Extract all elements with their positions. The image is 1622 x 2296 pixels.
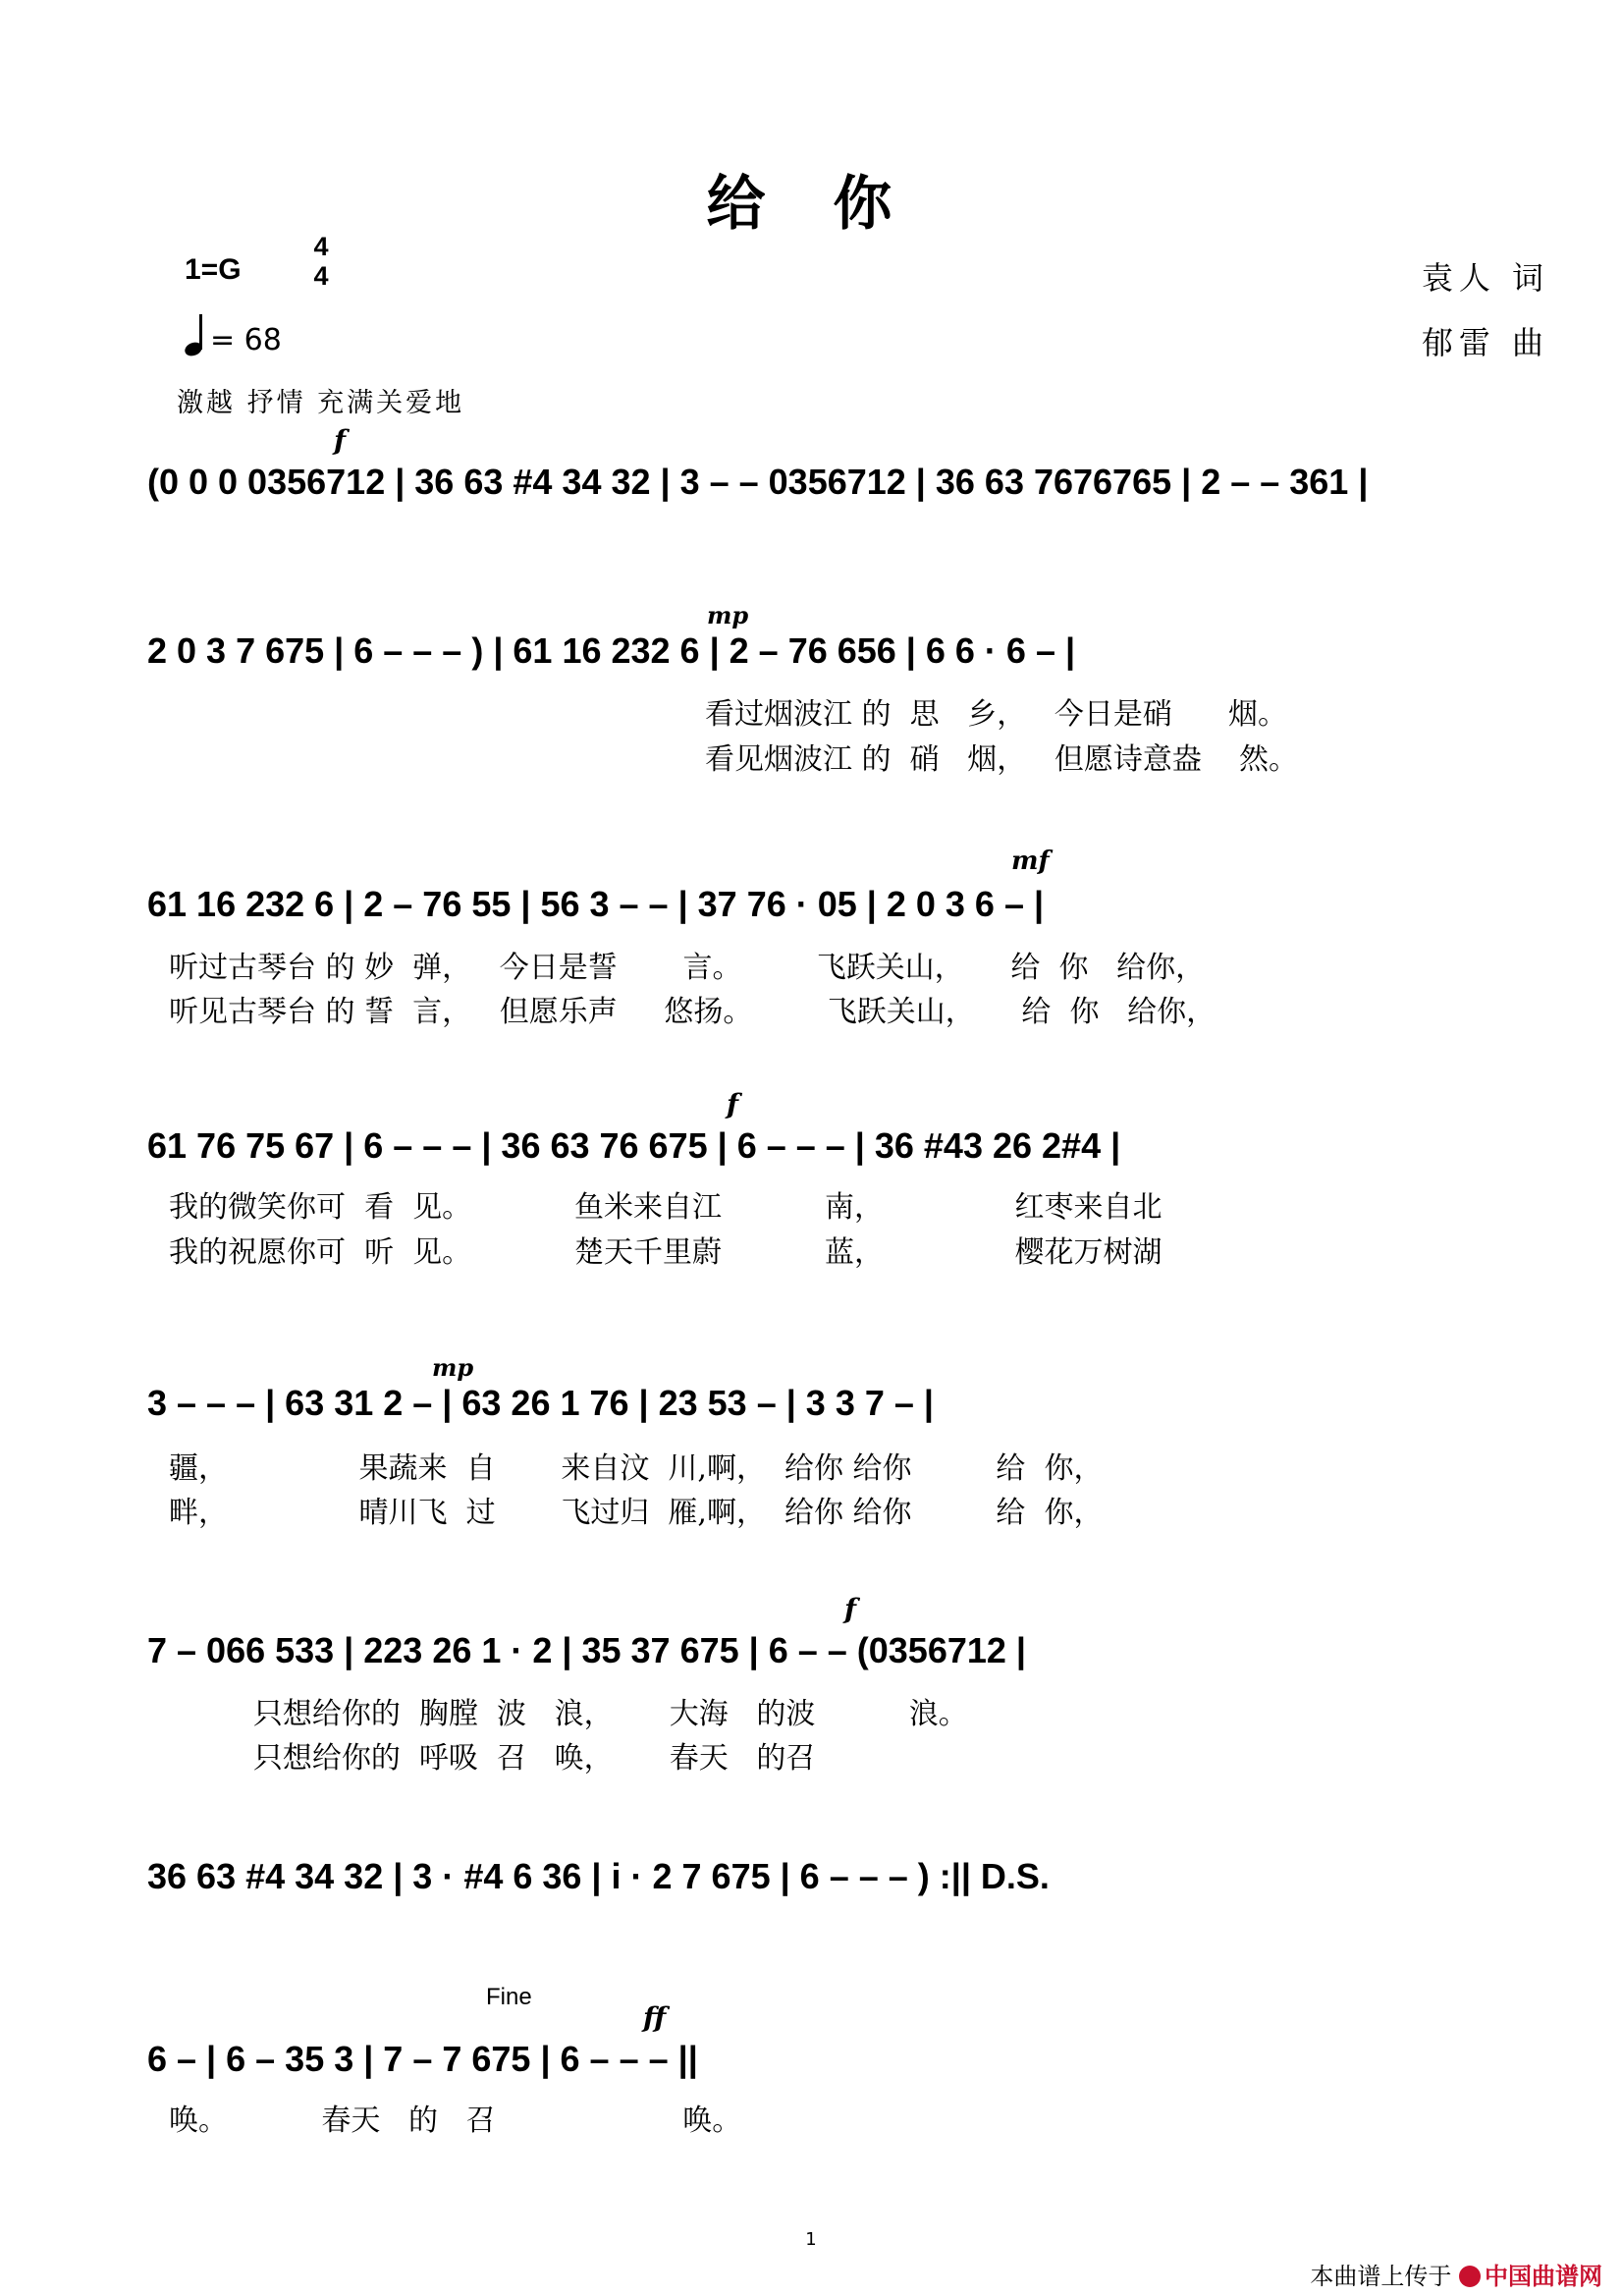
lyric-verse-2: 只想给你的 呼吸 召 唤， 春天 的召: [169, 1741, 816, 1776]
dynamic-mark: mp: [707, 601, 749, 629]
dynamic-mark: f: [844, 1593, 857, 1625]
lyricist-credit: 袁人 词: [1421, 259, 1549, 297]
dynamic-mark: mp: [432, 1353, 474, 1382]
dynamic-mark: f: [334, 424, 347, 457]
dynamic-mark: f: [727, 1088, 739, 1121]
lyric-verse-2: 听见古琴台 的 誓 言， 但愿乐声 悠扬。 飞跃关山， 给 你 给你，: [169, 995, 1216, 1029]
score-line: [147, 1984, 1561, 2080]
lyric-verse-2: 看见烟波江 的 硝 烟， 但愿诗意盎 然。: [705, 742, 1298, 777]
time-signature: [306, 232, 336, 291]
lyric-verse-1: 只想给你的 胸膛 波 浪， 大海 的波 浪。: [169, 1697, 968, 1731]
tempo-marking: [185, 314, 282, 357]
site-brand[interactable]: 中国曲谱网: [1485, 2263, 1602, 2290]
notes: 36 63 #4 34 32 | 3 · #4 6 36 | i · 2 7 675 | 6 – – – ) :|| D.S.: [147, 1856, 1050, 1896]
notes: 3 – – – | 63 31 2 – | 63 26 1 76 | 23 53 – | 3 3 7 – |: [147, 1383, 934, 1423]
score-line: [147, 1088, 1561, 1167]
notes: 61 76 75 67 | 6 – – – | 36 63 76 675 | 6 – – – | 36 #43 26 2#4 |: [147, 1125, 1121, 1166]
dynamic-mark: ff: [643, 2001, 667, 2034]
tempo-value: = 68: [210, 323, 282, 357]
lyric-verse-1: 听过古琴台 的 妙 弹， 今日是誓 言。 飞跃关山， 给 你 给你，: [169, 951, 1206, 985]
notes: 7 – 066 533 | 223 26 1 · 2 | 35 37 675 | 6 – – (0356712 |: [147, 1630, 1026, 1670]
dynamic-mark: mf: [1011, 847, 1050, 876]
lyric-verse-1: 唤。 春天 的 召 唤。: [169, 2104, 742, 2138]
score-line: [147, 847, 1561, 925]
lyric-verse-1: 看过烟波江 的 思 乡， 今日是硝 烟。: [705, 697, 1288, 732]
score-line: [147, 424, 1561, 503]
quarter-note-icon: [185, 314, 210, 355]
score-line: [147, 1856, 1561, 1897]
notes: (0 0 0 0356712 | 36 63 #4 34 32 | 3 – – 0356712 | 36 63 7676765 | 2 – – 361 |: [147, 462, 1369, 502]
notes: 2 0 3 7 675 | 6 – – – ) | 61 16 232 6 | 2 – 76 656 | 6 6 · 6 – |: [147, 630, 1076, 671]
upload-credit: [1310, 2257, 1602, 2291]
score-line: [147, 1353, 1561, 1424]
lyric-verse-2: 畔， 晴川飞 过 飞过归 雁,啊， 给你 给你 给 你，: [169, 1496, 1104, 1530]
lyric-verse-1: 疆， 果蔬来 自 来自汶 川,啊， 给你 给你 给 你，: [169, 1451, 1104, 1486]
notes: 61 16 232 6 | 2 – 76 55 | 56 3 – – | 37 76 · 05 | 2 0 3 6 – |: [147, 884, 1045, 924]
key-signature: 1=G: [185, 253, 242, 286]
expression-marking: 激越 抒情 充满关爱地: [177, 388, 465, 418]
fine-marking: Fine: [486, 1984, 532, 2010]
composer-credit: 郁雷 曲: [1421, 324, 1549, 361]
meter-bottom: 4: [313, 261, 329, 291]
lyric-verse-1: 我的微笑你可 看 见。 鱼米来自江 南， 红枣来自北: [169, 1190, 1162, 1225]
score-line: [147, 601, 1561, 672]
score-line: [147, 1593, 1561, 1671]
lyric-verse-2: 我的祝愿你可 听 见。 楚天千里蔚 蓝， 樱花万树湖: [169, 1235, 1162, 1270]
meter-top: 4: [313, 232, 329, 261]
site-logo-icon: [1459, 2266, 1481, 2287]
notes: 6 – | 6 – 35 3 | 7 – 7 675 | 6 – – – ||: [147, 2039, 698, 2079]
page-number: 1: [805, 2229, 817, 2250]
upload-text: 本曲谱上传于: [1310, 2263, 1452, 2290]
page-title: 给 你: [706, 170, 916, 239]
